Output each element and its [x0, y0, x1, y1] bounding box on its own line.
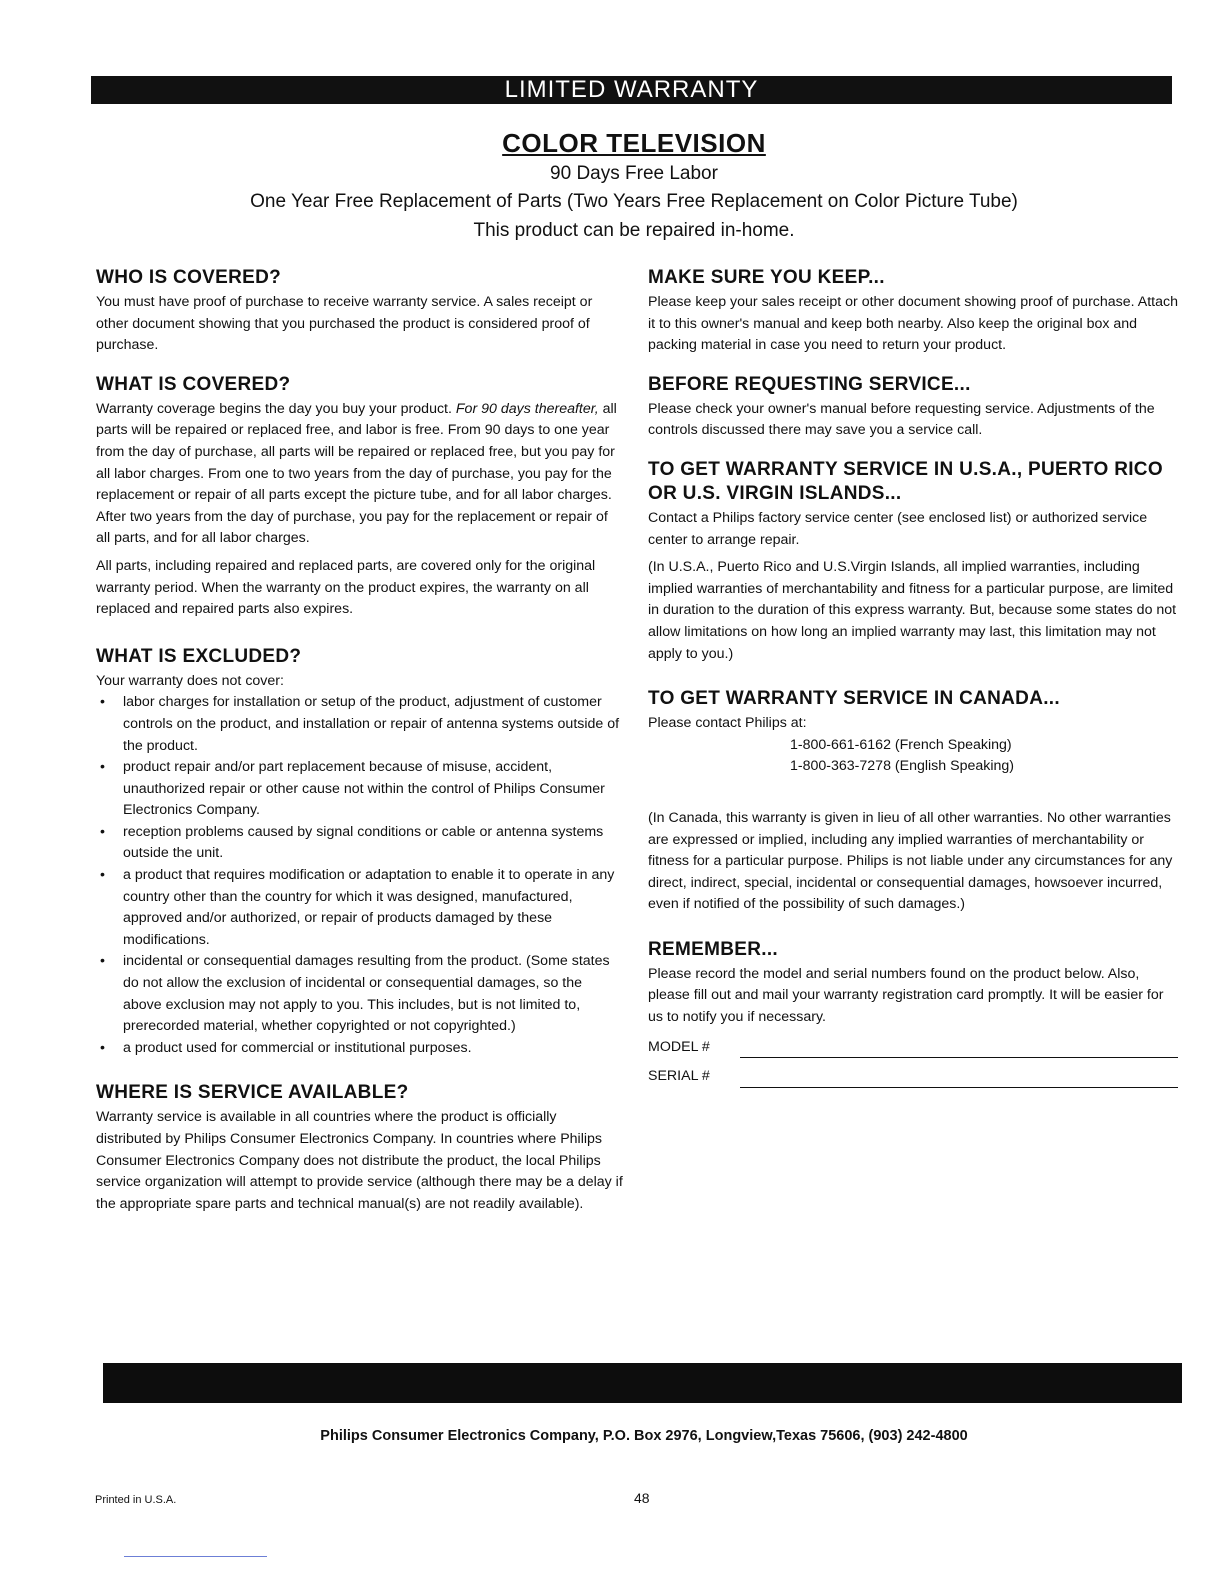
model-number-line[interactable] [740, 1041, 1178, 1058]
heading-make-sure-you-keep: MAKE SURE YOU KEEP... [648, 267, 885, 288]
list-item: • a product used for commercial or institutional purposes. [96, 1038, 624, 1060]
section-what-is-covered [96, 373, 624, 621]
section-before-requesting [648, 373, 1178, 442]
serial-number-line[interactable] [740, 1071, 1178, 1088]
printed-in: Printed in U.S.A. [95, 1494, 177, 1506]
text-parts-period: All parts, including repaired and replaced parts, are covered only for the original warranty period. When the warranty on the product expires, the warranty on all replaced and repaired parts also expires. [96, 557, 596, 618]
text-before-requesting: Please check your owner's manual before requesting service. Adjustments of the controls discussed there may save you a service call. [648, 400, 1155, 439]
serial-number-label: SERIAL # [648, 1068, 710, 1085]
phone-english: 1-800-363-7278 (English Speaking) [790, 758, 1014, 775]
section-what-is-excluded [96, 645, 624, 1060]
section-where-is-service [96, 1081, 624, 1215]
text-canada-intro: Please contact Philips at: [648, 715, 807, 732]
footer-bar [103, 1363, 1182, 1403]
list-item: • a product that requires modification or adaptation to enable it to operate in any country other than the country for which it was designed, manufactured, approved and/or authorized, or repair of products damaged by these modifications. [96, 865, 624, 951]
subtitle-parts: One Year Free Replacement of Parts (Two Years Free Replacement on Color Picture Tube) [250, 191, 1018, 212]
heading-usa-service: TO GET WARRANTY SERVICE IN U.S.A., PUERTO RICO OR U.S. VIRGIN ISLANDS... [648, 458, 1163, 504]
text-usa-implied: (In U.S.A., Puerto Rico and U.S.Virgin Islands, all implied warranties, including implied warranties of merchantability and fitness for a particular purpose, are limited in duration to the duration of this express warranty. But, because some states do not allow limitations on how long an implied warranty may last, this limitation may not apply to you.) [648, 559, 1177, 662]
text-where-is-service: Warranty service is available in all countries where the product is officially distributed by Philips Consumer Electronics Company. In countries where Philips Consumer Electronics Company does not distribute the product, the local Philips service organization will attempt to provide service (although there may be a delay if the appropriate spare parts and technical manual(s) are not readily available). [96, 1109, 623, 1212]
section-who-is-covered [96, 266, 624, 357]
section-remember [648, 938, 1178, 1088]
model-number-field[interactable] [648, 1037, 1178, 1059]
list-item: • incidental or consequential damages resulting from the product. (Some states do not allow the exclusion of incidental or consequential damages, so the above exclusion may not apply to you. This includes, but is not limited to, prerecorded material, whether copyrighted or not copyrighted.) [96, 951, 624, 1037]
text-usa-contact: Contact a Philips factory service center (see enclosed list) or authorized service center to arrange repair. [648, 509, 1148, 548]
heading-remember: REMEMBER... [648, 938, 778, 960]
phone-french: 1-800-661-6162 (French Speaking) [790, 736, 1012, 753]
left-column [96, 266, 624, 1231]
excluded-list [96, 692, 624, 1059]
subtitle-inhome: This product can be repaired in-home. [473, 220, 795, 241]
list-item: • product repair and/or part replacement because of misuse, accident, unauthorized repair or other cause not within the control of Philips Consumer Electronics Company. [96, 757, 624, 822]
list-item: • labor charges for installation or setup of the product, adjustment of customer controls on the product, and installation or repair of antenna systems outside of the product. [96, 692, 624, 757]
page-number: 48 [634, 1490, 650, 1506]
company-address: Philips Consumer Electronics Company, P.O. Box 2976, Longview,Texas 75606, (903) 242-4800 [320, 1428, 968, 1444]
heading-before-requesting: BEFORE REQUESTING SERVICE... [648, 373, 971, 395]
bottom-rule [124, 1556, 267, 1557]
section-usa-service [648, 458, 1178, 665]
right-column [648, 266, 1178, 1104]
section-make-sure-you-keep [648, 266, 1178, 357]
text-remember: Please record the model and serial numbers found on the product below. Also, please fill out and mail your warranty registration card promptly. It will be easier for us to notify you if necessary. [648, 965, 1164, 1026]
model-number-label: MODEL # [648, 1038, 710, 1055]
heading-what-is-covered: WHAT IS COVERED? [96, 373, 291, 395]
heading-what-is-excluded: WHAT IS EXCLUDED? [96, 645, 302, 667]
heading-canada-service: TO GET WARRANTY SERVICE IN CANADA... [648, 688, 1060, 710]
text-canada-warranty: (In Canada, this warranty is given in lieu of all other warranties. No other warranties are expressed or implied, including any implied warranties of merchantability or fitness for a particular purpose. Philips is not liable under any circumstances for any direct, indirect, special, incidental or consequential damages, howsoever incurred, even if notified of the possibility of such damages.) [648, 809, 1173, 913]
list-item: • reception problems caused by signal conditions or cable or antenna systems outside the unit. [96, 822, 624, 865]
text-excluded-intro: Your warranty does not cover: [96, 672, 284, 689]
text-make-sure-you-keep: Please keep your sales receipt or other document showing proof of purchase. Attach it to this owner's manual and keep both nearby. Also keep the original box and packing material in case you need to return your product. [648, 294, 1178, 354]
serial-number-field[interactable] [648, 1066, 1178, 1088]
heading-who-is-covered: WHO IS COVERED? [96, 267, 282, 288]
text-what-is-covered: Warranty coverage begins the day you buy your product. For 90 days thereafter, all parts will be repaired or replaced free, and labor is free. From 90 days to one year from the day of purchase, all parts will be repaired or replaced free, but you pay for all labor charges. From one to two years from the day of purchase, you pay for the replacement or repair of all parts except the picture tube, and for all labor charges. After two years from the day of purchase, you pay for the replacement or repair of all parts, and for all labor charges. [96, 400, 617, 547]
header-banner: LIMITED WARRANTY [91, 76, 1172, 104]
subtitle-labor: 90 Days Free Labor [550, 163, 718, 184]
section-canada-service [648, 687, 1178, 916]
heading-where-is-service: WHERE IS SERVICE AVAILABLE? [96, 1082, 409, 1104]
text-who-is-covered: You must have proof of purchase to receive warranty service. A sales receipt or other document showing that you purchased the product is considered proof of purchase. [96, 294, 593, 354]
page-title: COLOR TELEVISION [502, 128, 766, 158]
